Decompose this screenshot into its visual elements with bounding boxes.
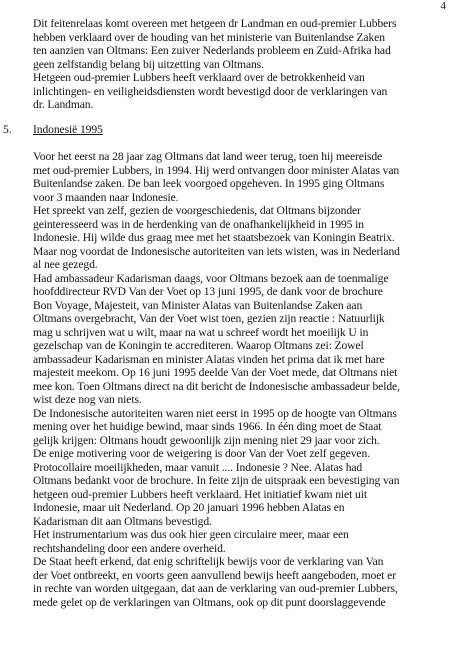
text-line: ambassadeur Kadarisman en minister Alatas vinden het prima dat ik met hare [33, 352, 385, 366]
text-line: De Staat heeft erkend, dat enig schriftelijk bewijs voor de verklaring van Van [33, 555, 384, 568]
text-line: De Indonesische autoriteiten waren niet eerst in 1995 op de hoogte van Oltmans [33, 406, 397, 420]
text-line: Voor het eerst na 28 jaar zag Oltmans dat land weer terug, toen hij meereisde [33, 150, 383, 163]
text-line: Oltmans bedankt voor de brochure. In feite zijn de uitspraak een bevestiging van [33, 474, 400, 487]
text-line: hoofddirecteur RVD Van der Voet op 13 juni 1995, de dank voor de brochure [33, 285, 383, 298]
text-line: Dit feitenrelaas komt overeen met hetgeen dr Landman en oud-premier Lubbers [33, 17, 397, 30]
section-number: 5. [3, 122, 12, 136]
text-line: gelijk krijgen: Oltmans houdt gewoonlijk zijn mening niet 29 jaar voor zich. [33, 433, 380, 447]
text-line: mening over het huidige bewind, maar sinds 1966. In één ding moet de Staat [33, 420, 382, 433]
text-line: met oud-premier Lubbers, in 1994. Hij werd ontvangen door minister Alatas van [33, 163, 400, 177]
text-line: Maar nog voordat de Indonesische autoriteiten van iets wisten, was in Nederland [33, 244, 400, 258]
text-line: Indonesie. Hij wilde dus graag mee met het staatsbezoek van Koningin Beatrix. [33, 231, 395, 244]
text-line: geen zelfstandig belang bij uitzetting van Oltmans. [33, 57, 264, 71]
text-line: majesteit meekom. Op 16 juni 1995 deelde Van der Voet mede, dat Oltmans niet [33, 366, 398, 379]
text-line: mag u schrijven wat u wilt, maar na wat u schreef wordt het moeilijk U in [33, 325, 369, 339]
text-line: De enige motivering voor de weigering is door Van der Voet zelf gegeven. [33, 447, 370, 460]
text-line: in rechte van worden uitgegaan, dat aan de verklaring van oud-premier Lubbers, [33, 582, 398, 595]
intro-paragraph [33, 17, 445, 112]
text-line: al nee gezegd. [33, 258, 98, 271]
text-line: geinteresseerd was in de herdenking van de onafhankelijkheid in 1995 in [33, 217, 364, 231]
text-line: gezelschap van de Koningin te accrediteren. Waarop Oltmans zei: Zowel [33, 339, 364, 352]
text-line: mee kon. Toen Oltmans direct na dit bericht de Indonesische ambassadeur belde, [33, 379, 400, 393]
text-line: Protocollaire moeilijkheden, maar vanuit .... Indonesie ? Nee. Alatas had [33, 460, 363, 474]
text-line: Het spreekt van zelf, gezien de voorgeschiedenis, dat Oltmans bijzonder [33, 204, 361, 217]
document-body [3, 17, 445, 609]
section-heading [3, 122, 445, 137]
text-line: Oltmans overgebracht, Van der Voet wist toen, gezien zijn reactie : Natuurlijk [33, 312, 385, 325]
text-line: Hetgeen oud-premier Lubbers heeft verklaard over de betrokkenheid van [33, 71, 365, 84]
text-line: inlichtingen- en veiligheidsdiensten wordt bevestigd door de verklaringen van [33, 84, 388, 98]
section-title: Indonesië 1995 [33, 122, 103, 136]
text-line: Had ambassadeur Kadarisman daags, voor Oltmans bezoek aan de toenmalige [33, 271, 389, 285]
section-body [33, 150, 445, 609]
text-line: Het instrumentarium was dus ook hier geen circulaire meer, maar een [33, 528, 349, 541]
text-line: Indonesie, maar uit Nederland. Op 20 januari 1996 hebben Alatas en [33, 501, 345, 514]
text-line: rechtshandeling door een andere overheid. [33, 541, 226, 555]
text-line: hebben verklaard over de houding van het ministerie van Buitenlandse Zaken [33, 30, 385, 44]
text-line: der Voet ontbreekt, en voorts geen aanvullend bewijs heeft aangeboden, moet er [33, 568, 396, 582]
text-line: mede gelet op de verklaringen van Oltmans, ook op dit punt doorslaggevende [33, 595, 386, 609]
text-line: voor 3 maanden naar Indonesie. [33, 190, 179, 204]
text-line: dr. Landman. [33, 98, 94, 111]
text-line: wist deze nog van niets. [33, 393, 142, 406]
text-line: hetgeen oud-premier Lubbers heeft verklaard. Het initiatief kwam niet uit [33, 487, 367, 501]
page-number: 4 [440, 0, 446, 12]
text-line: Kadarisman dit aan Oltmans bevestigd. [33, 514, 212, 528]
text-line: ten aanzien van Oltmans: Een zuiver Nederlands probleem en Zuid-Afrika had [33, 44, 391, 57]
text-line: Buitenlandse zaken. De ban leek voorgoed opgeheven. In 1995 ging Oltmans [33, 177, 385, 190]
text-line: Bon Voyage, Majesteit, van Minister Alatas van Buitenlandse Zaken aan [33, 298, 363, 312]
